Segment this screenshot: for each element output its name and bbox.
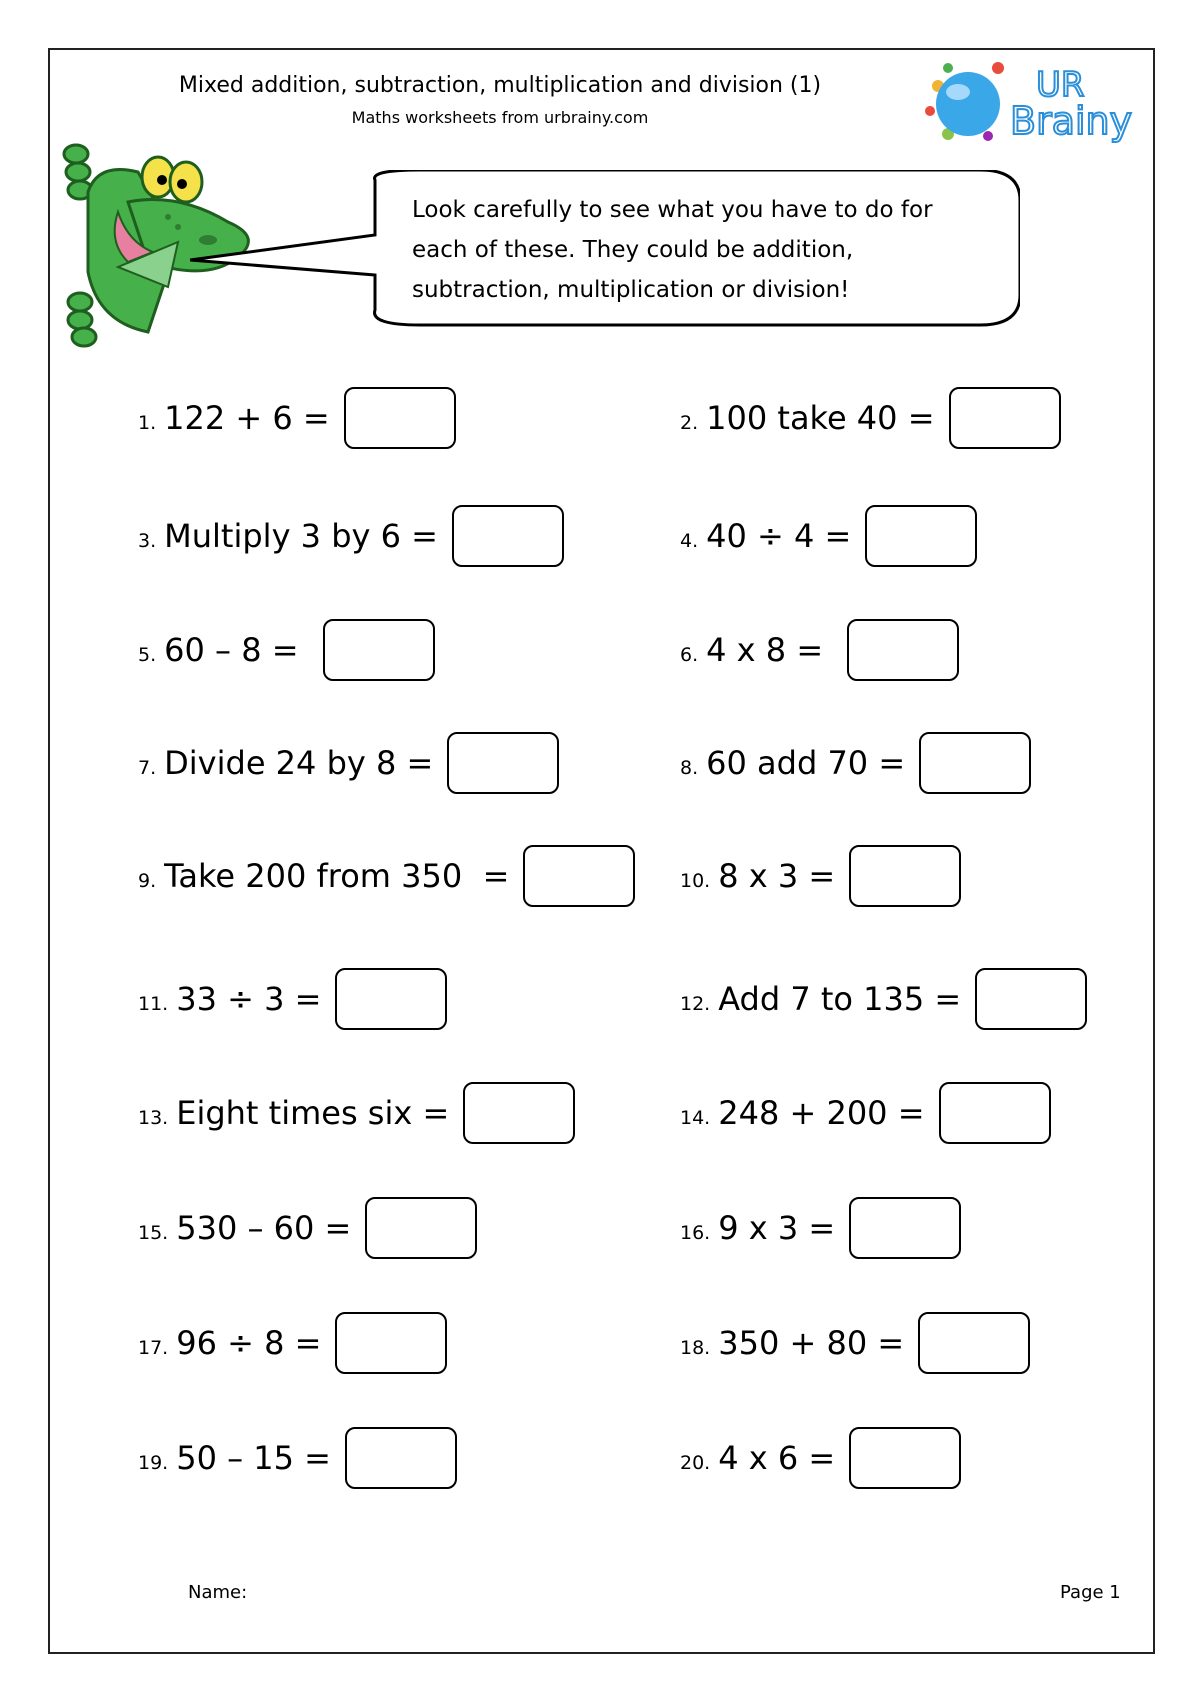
- question-number: 14.: [680, 1107, 711, 1129]
- answer-box[interactable]: [949, 387, 1061, 449]
- question-text: 60 – 8 =: [164, 631, 309, 669]
- question-10: [680, 843, 961, 909]
- speech-line: each of these. They could be addition,: [412, 237, 854, 263]
- question-number: 13.: [138, 1107, 169, 1129]
- question-number: 4.: [680, 530, 699, 552]
- question-number: 15.: [138, 1222, 169, 1244]
- question-7: [138, 730, 559, 796]
- question-9: [138, 843, 635, 909]
- question-number: 2.: [680, 412, 699, 434]
- question-text: 4 x 8 =: [706, 631, 834, 669]
- answer-box[interactable]: [849, 1427, 961, 1489]
- question-14: [680, 1080, 1051, 1146]
- question-13: [138, 1080, 575, 1146]
- answer-box[interactable]: [335, 1312, 447, 1374]
- answer-box[interactable]: [939, 1082, 1051, 1144]
- question-number: 17.: [138, 1337, 169, 1359]
- question-number: 5.: [138, 644, 157, 666]
- question-text: Add 7 to 135 =: [718, 980, 962, 1018]
- name-label: Name:: [188, 1582, 248, 1603]
- question-number: 20.: [680, 1452, 711, 1474]
- question-text: 100 take 40 =: [706, 399, 935, 437]
- question-text: 350 + 80 =: [718, 1324, 905, 1362]
- question-11: [138, 966, 447, 1032]
- question-text: 248 + 200 =: [718, 1094, 925, 1132]
- question-number: 8.: [680, 757, 699, 779]
- question-text: Take 200 from 350 =: [164, 857, 510, 895]
- answer-box[interactable]: [918, 1312, 1030, 1374]
- question-text: 33 ÷ 3 =: [176, 980, 322, 1018]
- question-number: 12.: [680, 993, 711, 1015]
- answer-box[interactable]: [847, 619, 959, 681]
- answer-box[interactable]: [344, 387, 456, 449]
- question-text: 60 add 70 =: [706, 744, 906, 782]
- question-number: 9.: [138, 870, 157, 892]
- urbrainy-logo: [918, 56, 1150, 148]
- answer-box[interactable]: [975, 968, 1087, 1030]
- question-text: 9 x 3 =: [718, 1209, 836, 1247]
- answer-box[interactable]: [463, 1082, 575, 1144]
- speech-line: Look carefully to see what you have to do for: [412, 197, 933, 223]
- question-text: 4 x 6 =: [718, 1439, 836, 1477]
- answer-box[interactable]: [865, 505, 977, 567]
- question-text: 8 x 3 =: [718, 857, 836, 895]
- answer-box[interactable]: [323, 619, 435, 681]
- question-3: [138, 503, 564, 569]
- answer-box[interactable]: [365, 1197, 477, 1259]
- answer-box[interactable]: [919, 732, 1031, 794]
- question-text: Divide 24 by 8 =: [164, 744, 434, 782]
- answer-box[interactable]: [345, 1427, 457, 1489]
- question-number: 10.: [680, 870, 711, 892]
- question-text: 50 – 15 =: [176, 1439, 331, 1477]
- question-text: 530 – 60 =: [176, 1209, 352, 1247]
- question-19: [138, 1425, 457, 1491]
- question-text: 122 + 6 =: [164, 399, 330, 437]
- question-5: [138, 617, 435, 683]
- question-number: 1.: [138, 412, 157, 434]
- question-text: Multiply 3 by 6 =: [164, 517, 438, 555]
- logo-text-ur: UR: [1036, 65, 1085, 105]
- question-2: [680, 385, 1061, 451]
- answer-box[interactable]: [447, 732, 559, 794]
- answer-box[interactable]: [335, 968, 447, 1030]
- question-text: Eight times six =: [176, 1094, 450, 1132]
- question-17: [138, 1310, 447, 1376]
- worksheet-subtitle: Maths worksheets from urbrainy.com: [351, 108, 649, 127]
- question-number: 3.: [138, 530, 157, 552]
- question-16: [680, 1195, 961, 1261]
- question-number: 7.: [138, 757, 157, 779]
- question-18: [680, 1310, 1030, 1376]
- answer-box[interactable]: [849, 845, 961, 907]
- question-6: [680, 617, 959, 683]
- question-8: [680, 730, 1031, 796]
- question-15: [138, 1195, 477, 1261]
- speech-bubble-text: [412, 190, 972, 310]
- question-number: 19.: [138, 1452, 169, 1474]
- logo-text-brainy: Brainy: [1010, 99, 1133, 143]
- question-number: 11.: [138, 993, 169, 1015]
- question-number: 16.: [680, 1222, 711, 1244]
- answer-box[interactable]: [849, 1197, 961, 1259]
- question-number: 6.: [680, 644, 699, 666]
- question-text: 40 ÷ 4 =: [706, 517, 852, 555]
- question-number: 18.: [680, 1337, 711, 1359]
- answer-box[interactable]: [523, 845, 635, 907]
- question-20: [680, 1425, 961, 1491]
- speech-line: subtraction, multiplication or division!: [412, 277, 850, 303]
- question-1: [138, 385, 456, 451]
- question-4: [680, 503, 977, 569]
- question-12: [680, 966, 1087, 1032]
- worksheet-title: Mixed addition, subtraction, multiplication and division (1): [178, 73, 822, 98]
- page-number: Page 1: [1060, 1582, 1121, 1603]
- answer-box[interactable]: [452, 505, 564, 567]
- question-text: 96 ÷ 8 =: [176, 1324, 322, 1362]
